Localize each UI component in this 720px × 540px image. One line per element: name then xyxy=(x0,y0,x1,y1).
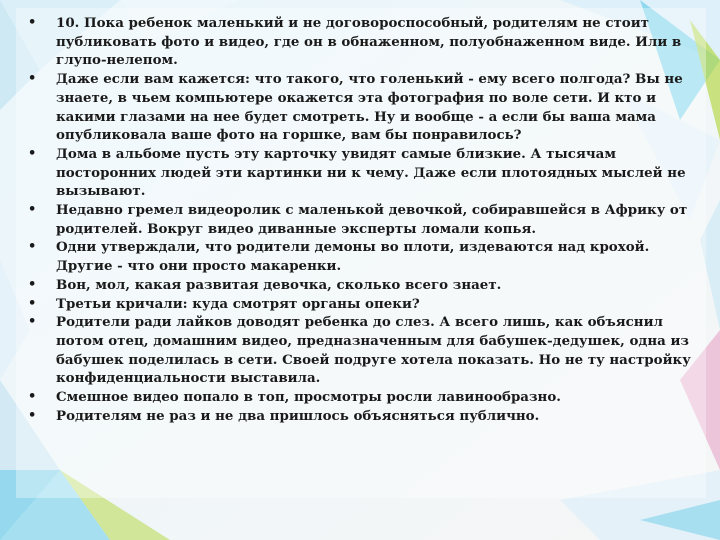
bullet-icon: • xyxy=(28,71,37,87)
bullet-icon: • xyxy=(28,389,37,405)
bullet-icon: • xyxy=(28,295,37,311)
bullet-icon: • xyxy=(28,407,37,423)
list-item-text: Дома в альбоме пусть эту карточку увидят самые близкие. А тысячам посторонних людей эти картинки ни к чему. Даже если плотоядных мыслей не вызывают. xyxy=(56,145,686,200)
list-item-text: Смешное видео попало в топ, просмотры росли лавинообразно. xyxy=(56,389,561,406)
list-item-text: Даже если вам кажется: что такого, что голенький - ему всего полгода? Вы не знаете, в чьем компьютере окажется эта фотография по воле сети. И кто и какими глазами на нее будет смотреть. Ну и вообще - а если бы ваша мама опубликовала ваше фото на горшке, вам бы понравилось? xyxy=(56,71,683,144)
list-item xyxy=(26,70,702,145)
list-item xyxy=(26,407,702,426)
list-item-text: Родителям не раз и не два пришлось объясняться публично. xyxy=(56,407,540,424)
bullet-list xyxy=(26,14,702,425)
list-item-text: Третьи кричали: куда смотрят органы опеки? xyxy=(56,295,420,312)
list-item xyxy=(26,145,702,201)
list-item-text: Родители ради лайков доводят ребенка до слез. А всего лишь, как объяснил потом отец, домашним видео, предназначенным для бабушек-дедушек, одна из бабушек поделилась в сети. Своей подруге хотела показать. Но не ту настройку конфиденциальности выставила. xyxy=(56,314,691,387)
list-item xyxy=(26,238,702,275)
list-item xyxy=(26,295,702,314)
list-item-text: 10. Пока ребенок маленький и не договороспособный, родителям не стоит публиковать фото и видео, где он в обнаженном, полуобнаженном виде. Или в глупо-нелепом. xyxy=(56,15,682,69)
bullet-icon: • xyxy=(28,314,37,330)
list-item-text: Вон, мол, какая развитая девочка, сколько всего знает. xyxy=(56,276,502,293)
bullet-icon: • xyxy=(28,239,37,255)
bullet-icon: • xyxy=(28,202,37,218)
list-item xyxy=(26,14,702,70)
list-item xyxy=(26,201,702,238)
list-item-text: Недавно гремел видеоролик с маленькой девочкой, собиравшейся в Африку от родителей. Вокруг видео диванные эксперты ломали копья. xyxy=(56,202,688,237)
list-item xyxy=(26,388,702,407)
bullet-icon: • xyxy=(28,145,37,161)
list-item-text: Одни утверждали, что родители демоны во плоти, издеваются над крохой. Другие - что они просто макаренки. xyxy=(56,239,650,275)
list-item xyxy=(26,313,702,388)
bullet-icon: • xyxy=(28,15,37,30)
list-item xyxy=(26,276,702,295)
bullet-icon: • xyxy=(28,276,37,292)
